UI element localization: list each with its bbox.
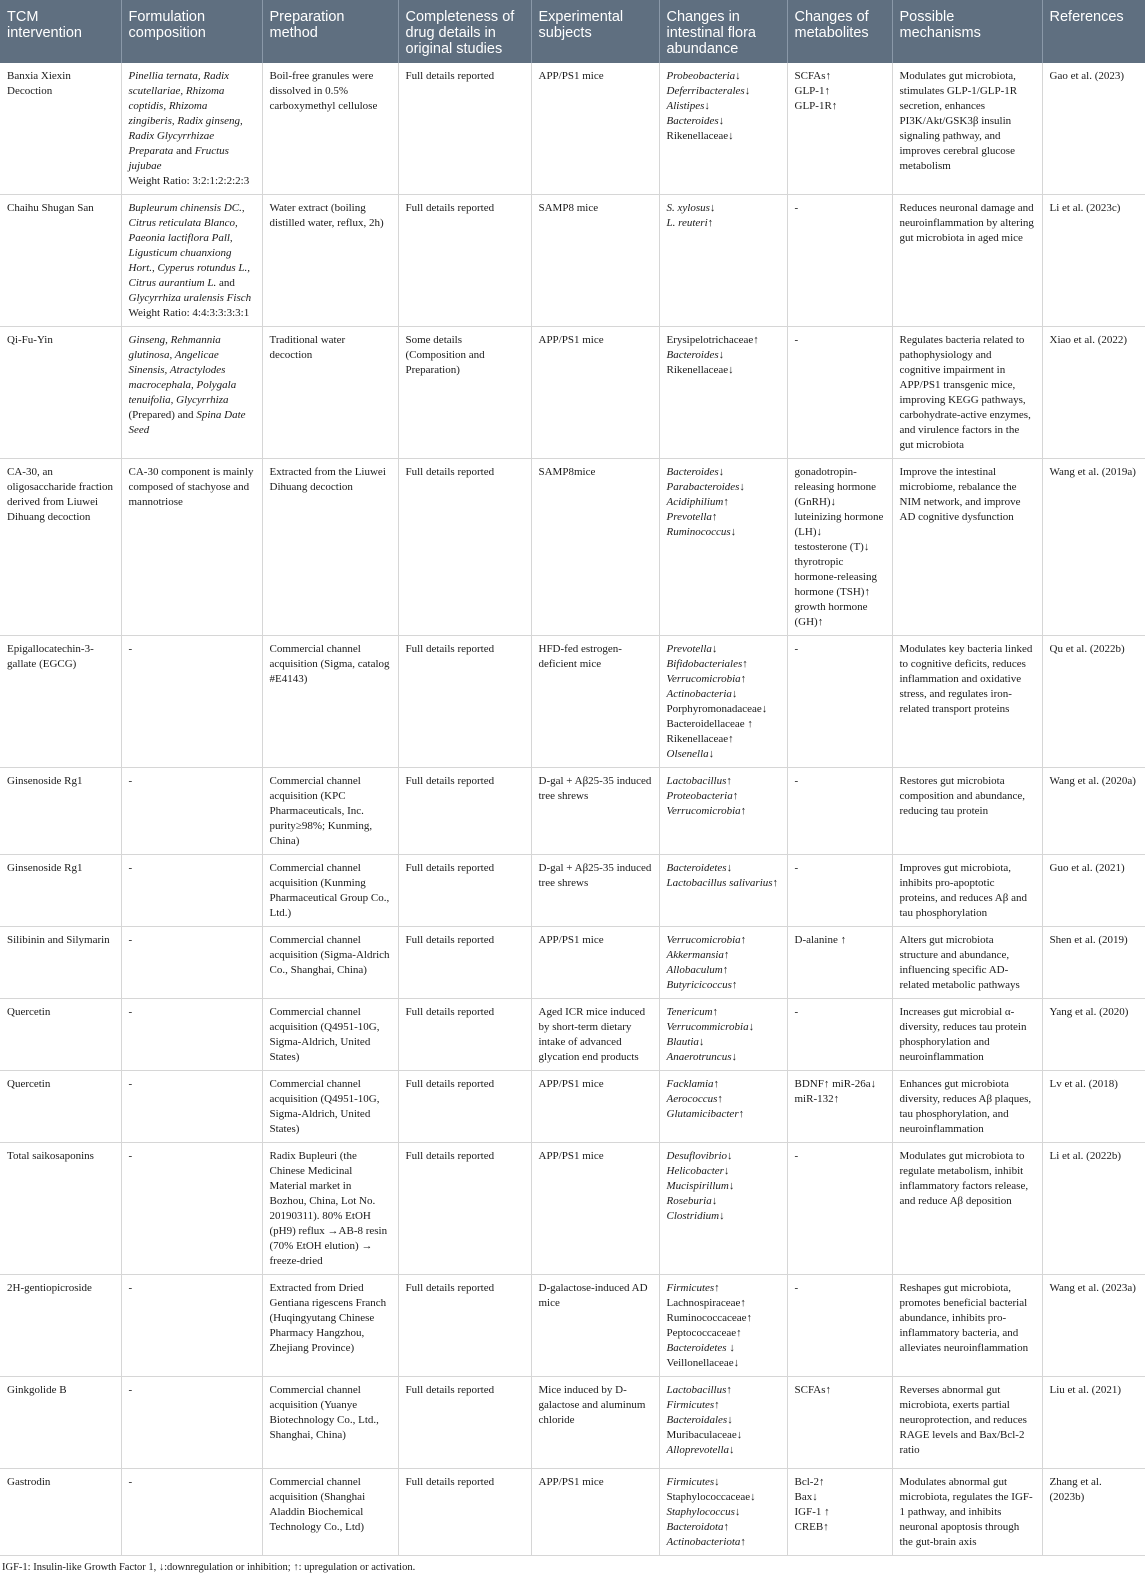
cell-mechanisms: Restores gut microbiota composition and abundance, reducing tau protein [892,768,1042,855]
table-row [0,63,1145,195]
cell-composition: Bupleurum chinensis DC., Citrus reticulata Blanco, Paeonia lactiflora Pall, Ligusticum chuanxiong Hort., Cyperus rotundus L., Citrus aurantium L. and Glycyrrhiza uralensis Fisch Weight Ratio: 4:4:3:3:3:3:1 [121,195,262,327]
flora-item: Bacteroides↓ [666,466,725,478]
cell-preparation: Commercial channel acquisition (Q4951-10G, Sigma-Aldrich, United States) [262,999,398,1071]
cell-reference: Qu et al. (2022b) [1042,636,1145,768]
cell-mechanisms: Regulates bacteria related to pathophysiology and cognitive impairment in APP/PS1 transgenic mice, improving KEGG pathways, carbohydrate-active enzymes, and virulence factors in the gut microbiota [892,327,1042,459]
cell-metabolites: Bcl-2↑ Bax↓ IGF-1 ↑ CREB↑ [787,1469,892,1556]
flora-item: Firmicutes↓ [666,1476,720,1488]
header-completeness: Completeness of drug details in original studies [398,0,531,63]
cell-completeness: Full details reported [398,768,531,855]
flora-item: Helicobacter↓ [666,1165,730,1177]
flora-item: Mucispirillum↓ [666,1180,735,1192]
flora-item: Verrucomicrobia↑ [666,934,747,946]
cell-metabolites: gonadotropin-releasing hormone (GnRH)↓ luteinizing hormone (LH)↓ testosterone (T)↓ thyrotropic hormone-releasing hormone (TSH)↑ growth hormone (GH)↑ [787,459,892,636]
header-formulation-composition: Formulation composition [121,0,262,63]
cell-metabolites: - [787,1143,892,1275]
flora-item: Prevotella↑ [666,511,718,523]
cell-subjects: APP/PS1 mice [531,1071,659,1143]
cell-reference: Shen et al. (2019) [1042,927,1145,999]
cell-intervention: 2H-gentiopicroside [0,1275,121,1377]
header-flora-changes: Changes in intestinal flora abundance [659,0,787,63]
flora-item: Bacteroides↓ [666,349,725,361]
flora-item: Lachnospiraceae↑ [666,1297,746,1309]
cell-composition: CA-30 component is mainly composed of stachyose and mannotriose [121,459,262,636]
cell-completeness: Full details reported [398,999,531,1071]
cell-subjects: APP/PS1 mice [531,63,659,195]
cell-composition: - [121,1469,262,1556]
cell-flora [659,1377,787,1469]
cell-completeness: Full details reported [398,1143,531,1275]
cell-composition: - [121,636,262,768]
table-row [0,1275,1145,1377]
cell-subjects: D-gal + Aβ25-35 induced tree shrews [531,855,659,927]
flora-item: Peptococcaceae↑ [666,1327,742,1339]
cell-metabolites: - [787,999,892,1071]
cell-metabolites: - [787,768,892,855]
cell-flora [659,636,787,768]
flora-item: Anaerotruncus↓ [666,1051,737,1063]
flora-item: Akkermansia↑ [666,949,730,961]
header-tcm-intervention: TCM intervention [0,0,121,63]
cell-completeness: Some details (Composition and Preparation) [398,327,531,459]
header-preparation-method: Preparation method [262,0,398,63]
cell-flora [659,1143,787,1275]
flora-item: Facklamia↑ [666,1078,720,1090]
cell-completeness: Full details reported [398,1071,531,1143]
flora-item: Staphylococcus↓ [666,1506,741,1518]
cell-reference: Wang et al. (2023a) [1042,1275,1145,1377]
cell-flora [659,768,787,855]
cell-flora [659,999,787,1071]
cell-intervention: Ginsenoside Rg1 [0,768,121,855]
flora-item: Verrucommicrobia↓ [666,1021,755,1033]
cell-subjects: APP/PS1 mice [531,327,659,459]
table-row [0,459,1145,636]
cell-composition: - [121,927,262,999]
cell-reference: Guo et al. (2021) [1042,855,1145,927]
cell-mechanisms: Reduces neuronal damage and neuroinflammation by altering gut microbiota in aged mice [892,195,1042,327]
cell-composition: - [121,855,262,927]
flora-item: Bacteroidellaceae ↑ [666,718,753,730]
cell-mechanisms: Increases gut microbial α-diversity, reduces tau protein phosphorylation and neuroinflammation [892,999,1042,1071]
cell-metabolites: BDNF↑ miR-26a↓ miR-132↑ [787,1071,892,1143]
table-row [0,195,1145,327]
flora-item: Olsenella↓ [666,748,715,760]
flora-item: Lactobacillus↑ [666,1384,732,1396]
flora-item: Proteobacteria↑ [666,790,739,802]
flora-item: Alistipes↓ [666,100,710,112]
flora-item: Ruminococcaceae↑ [666,1312,753,1324]
table-header [0,0,1145,63]
cell-completeness: Full details reported [398,195,531,327]
cell-reference: Yang et al. (2020) [1042,999,1145,1071]
cell-intervention: Quercetin [0,999,121,1071]
cell-metabolites: D-alanine ↑ [787,927,892,999]
flora-item: Bacteroidetes↓ [666,862,733,874]
flora-item: Blautia↓ [666,1036,705,1048]
cell-intervention: Epigallocatechin-3-gallate (EGCG) [0,636,121,768]
cell-metabolites: - [787,855,892,927]
cell-flora [659,855,787,927]
flora-item: Firmicutes↑ [666,1282,720,1294]
header-metabolite-changes: Changes of metabolites [787,0,892,63]
header-experimental-subjects: Experimental subjects [531,0,659,63]
table-row [0,927,1145,999]
table-row [0,636,1145,768]
cell-reference: Zhang et al. (2023b) [1042,1469,1145,1556]
cell-intervention: Ginsenoside Rg1 [0,855,121,927]
flora-item: Acidiphilium↑ [666,496,729,508]
cell-intervention: Total saikosaponins [0,1143,121,1275]
cell-mechanisms: Improve the intestinal microbiome, rebalance the NIM network, and improve AD cognitive dysfunction [892,459,1042,636]
cell-preparation: Radix Bupleuri (the Chinese Medicinal Material market in Bozhou, China, Lot No. 20190311). 80% EtOH (pH9) reflux →AB-8 resin (70% EtOH elution) → freeze-dried [262,1143,398,1275]
cell-reference: Li et al. (2022b) [1042,1143,1145,1275]
flora-item: Alloprevotella↓ [666,1444,735,1456]
flora-item: Veillonellaceae↓ [666,1357,740,1369]
flora-item: Verrucomicrobia↑ [666,805,747,817]
cell-preparation: Commercial channel acquisition (Q4951-10G, Sigma-Aldrich, United States) [262,1071,398,1143]
flora-item: Bifidobacteriales↑ [666,658,748,670]
cell-reference: Lv et al. (2018) [1042,1071,1145,1143]
cell-metabolites: - [787,327,892,459]
flora-item: Clostridium↓ [666,1210,725,1222]
cell-composition: - [121,768,262,855]
cell-intervention: Gastrodin [0,1469,121,1556]
flora-item: Rikenellaceae↑ [666,733,734,745]
cell-reference: Gao et al. (2023) [1042,63,1145,195]
cell-preparation: Commercial channel acquisition (KPC Pharmaceuticals, Inc. purity≥98%; Kunming, China) [262,768,398,855]
cell-subjects: APP/PS1 mice [531,1143,659,1275]
cell-flora [659,927,787,999]
flora-item: Rikenellaceae↓ [666,130,734,142]
cell-reference: Wang et al. (2019a) [1042,459,1145,636]
flora-item: Probeobacteria↓ [666,70,741,82]
flora-item: L. reuteri↑ [666,217,714,229]
flora-item: Desuflovibrio↓ [666,1150,733,1162]
cell-subjects: D-gal + Aβ25-35 induced tree shrews [531,768,659,855]
flora-item: Roseburia↓ [666,1195,718,1207]
flora-item: Porphyromonadaceae↓ [666,703,768,715]
flora-item: Bacteroidetes ↓ [666,1342,735,1354]
cell-subjects: D-galactose-induced AD mice [531,1275,659,1377]
flora-item: Tenericum↑ [666,1006,719,1018]
cell-completeness: Full details reported [398,1275,531,1377]
cell-subjects: SAMP8mice [531,459,659,636]
cell-intervention: Chaihu Shugan San [0,195,121,327]
cell-preparation: Boil-free granules were dissolved in 0.5% carboxymethyl cellulose [262,63,398,195]
cell-completeness: Full details reported [398,636,531,768]
cell-mechanisms: Reverses abnormal gut microbiota, exerts partial neuroprotection, and reduces RAGE levels and Bax/Bcl-2 ratio [892,1377,1042,1469]
cell-subjects: HFD-fed estrogen-deficient mice [531,636,659,768]
cell-preparation: Extracted from the Liuwei Dihuang decoction [262,459,398,636]
table-row [0,327,1145,459]
cell-intervention: Qi-Fu-Yin [0,327,121,459]
cell-preparation: Commercial channel acquisition (Shanghai Aladdin Biochemical Technology Co., Ltd) [262,1469,398,1556]
flora-item: Butyricicoccus↑ [666,979,738,991]
cell-subjects: APP/PS1 mice [531,1469,659,1556]
flora-item: Glutamicibacter↑ [666,1108,745,1120]
cell-composition: - [121,1377,262,1469]
flora-item: Actinobacteria↓ [666,688,738,700]
cell-composition: - [121,999,262,1071]
table-footnote: IGF-1: Insulin-like Growth Factor 1, ↓:downregulation or inhibition; ↑: upregulation or activation. [2,1562,416,1573]
cell-preparation: Commercial channel acquisition (Sigma, catalog #E4143) [262,636,398,768]
cell-flora [659,459,787,636]
flora-item: Bacteroidota↑ [666,1521,730,1533]
flora-item: Actinobacteriota↑ [666,1536,746,1548]
cell-completeness: Full details reported [398,63,531,195]
table-row [0,768,1145,855]
cell-composition: - [121,1143,262,1275]
flora-item: Lactobacillus salivarius↑ [666,877,779,889]
cell-mechanisms: Modulates key bacteria linked to cognitive deficits, reduces inflammation and oxidative stress, and regulates iron-related transport proteins [892,636,1042,768]
cell-mechanisms: Modulates gut microbiota, stimulates GLP-1/GLP-1R secretion, enhances PI3K/Akt/GSK3β insulin signaling pathway, and improves cerebral glucose metabolism [892,63,1042,195]
cell-metabolites: SCFAs↑ GLP-1↑ GLP-1R↑ [787,63,892,195]
flora-item: Deferribacterales↓ [666,85,751,97]
cell-mechanisms: Modulates abnormal gut microbiota, regulates the IGF-1 pathway, and inhibits neuronal apoptosis through the gut-brain axis [892,1469,1042,1556]
cell-reference: Xiao et al. (2022) [1042,327,1145,459]
cell-composition: Pinellia ternata, Radix scutellariae, Rhizoma coptidis, Rhizoma zingiberis, Radix ginseng, Radix Glycyrrhizae Preparata and Fructus jujubae Weight Ratio: 3:2:1:2:2:2:3 [121,63,262,195]
cell-completeness: Full details reported [398,1377,531,1469]
cell-flora [659,63,787,195]
cell-metabolites: SCFAs↑ [787,1377,892,1469]
cell-intervention: Ginkgolide B [0,1377,121,1469]
flora-item: Bacteroides↓ [666,115,725,127]
cell-preparation: Extracted from Dried Gentiana rigescens Franch (Huqingyutang Chinese Pharmacy Hangzhou, Zhejiang Province) [262,1275,398,1377]
cell-flora [659,1071,787,1143]
flora-item: Prevotella↓ [666,643,718,655]
flora-item: Bacteroidales↓ [666,1414,733,1426]
cell-subjects: Aged ICR mice induced by short-term dietary intake of advanced glycation end products [531,999,659,1071]
cell-reference: Liu et al. (2021) [1042,1377,1145,1469]
cell-flora [659,1275,787,1377]
cell-preparation: Water extract (boiling distilled water, reflux, 2h) [262,195,398,327]
cell-intervention: Quercetin [0,1071,121,1143]
flora-item: Allobaculum↑ [666,964,729,976]
flora-item: Muribaculaceae↓ [666,1429,743,1441]
cell-subjects: SAMP8 mice [531,195,659,327]
flora-item: Verrucomicrobia↑ [666,673,747,685]
cell-intervention: Silibinin and Silymarin [0,927,121,999]
cell-completeness: Full details reported [398,459,531,636]
cell-completeness: Full details reported [398,927,531,999]
cell-reference: Li et al. (2023c) [1042,195,1145,327]
cell-subjects: APP/PS1 mice [531,927,659,999]
table-row [0,1143,1145,1275]
flora-item: Staphylococcaceae↓ [666,1491,756,1503]
header-possible-mechanisms: Possible mechanisms [892,0,1042,63]
cell-metabolites: - [787,636,892,768]
flora-item: Aerococcus↑ [666,1093,723,1105]
cell-composition: - [121,1275,262,1377]
flora-item: Parabacteroides↓ [666,481,745,493]
cell-flora [659,1469,787,1556]
cell-composition: - [121,1071,262,1143]
cell-metabolites: - [787,1275,892,1377]
cell-mechanisms: Improves gut microbiota, inhibits pro-apoptotic proteins, and reduces Aβ and tau phosphorylation [892,855,1042,927]
cell-subjects: Mice induced by D-galactose and aluminum chloride [531,1377,659,1469]
table-row [0,855,1145,927]
header-references: References [1042,0,1145,63]
cell-preparation: Commercial channel acquisition (Kunming Pharmaceutical Group Co., Ltd.) [262,855,398,927]
table-body [0,63,1145,1556]
table-row [0,999,1145,1071]
flora-item: Erysipelotrichaceae↑ [666,334,759,346]
cell-intervention: Banxia Xiexin Decoction [0,63,121,195]
cell-flora [659,195,787,327]
cell-intervention: CA-30, an oligosaccharide fraction derived from Liuwei Dihuang decoction [0,459,121,636]
cell-flora [659,327,787,459]
cell-preparation: Commercial channel acquisition (Sigma-Aldrich Co., Shanghai, China) [262,927,398,999]
flora-item: Rikenellaceae↓ [666,364,734,376]
cell-mechanisms: Alters gut microbiota structure and abundance, influencing specific AD-related metabolic pathways [892,927,1042,999]
cell-completeness: Full details reported [398,1469,531,1556]
table-row [0,1469,1145,1556]
flora-item: Ruminococcus↓ [666,526,737,538]
table-row [0,1071,1145,1143]
cell-composition: Ginseng, Rehmannia glutinosa, Angelicae Sinensis, Atractylodes macrocephala, Polygala tenuifolia, Glycyrrhiza (Prepared) and Spina Date Seed [121,327,262,459]
cell-mechanisms: Reshapes gut microbiota, promotes beneficial bacterial abundance, inhibits pro-inflammatory bacteria, and alleviates neuroinflammation [892,1275,1042,1377]
cell-metabolites: - [787,195,892,327]
cell-mechanisms: Enhances gut microbiota diversity, reduces Aβ plaques, tau phosphorylation, and neuroinflammation [892,1071,1042,1143]
cell-reference: Wang et al. (2020a) [1042,768,1145,855]
flora-item: S. xylosus↓ [666,202,716,214]
table-row [0,1377,1145,1469]
flora-item: Lactobacillus↑ [666,775,732,787]
flora-item: Firmicutes↑ [666,1399,720,1411]
cell-preparation: Traditional water decoction [262,327,398,459]
cell-completeness: Full details reported [398,855,531,927]
cell-mechanisms: Modulates gut microbiota to regulate metabolism, inhibit inflammatory factors release, and reduce Aβ deposition [892,1143,1042,1275]
cell-preparation: Commercial channel acquisition (Yuanye Biotechnology Co., Ltd., Shanghai, China) [262,1377,398,1469]
